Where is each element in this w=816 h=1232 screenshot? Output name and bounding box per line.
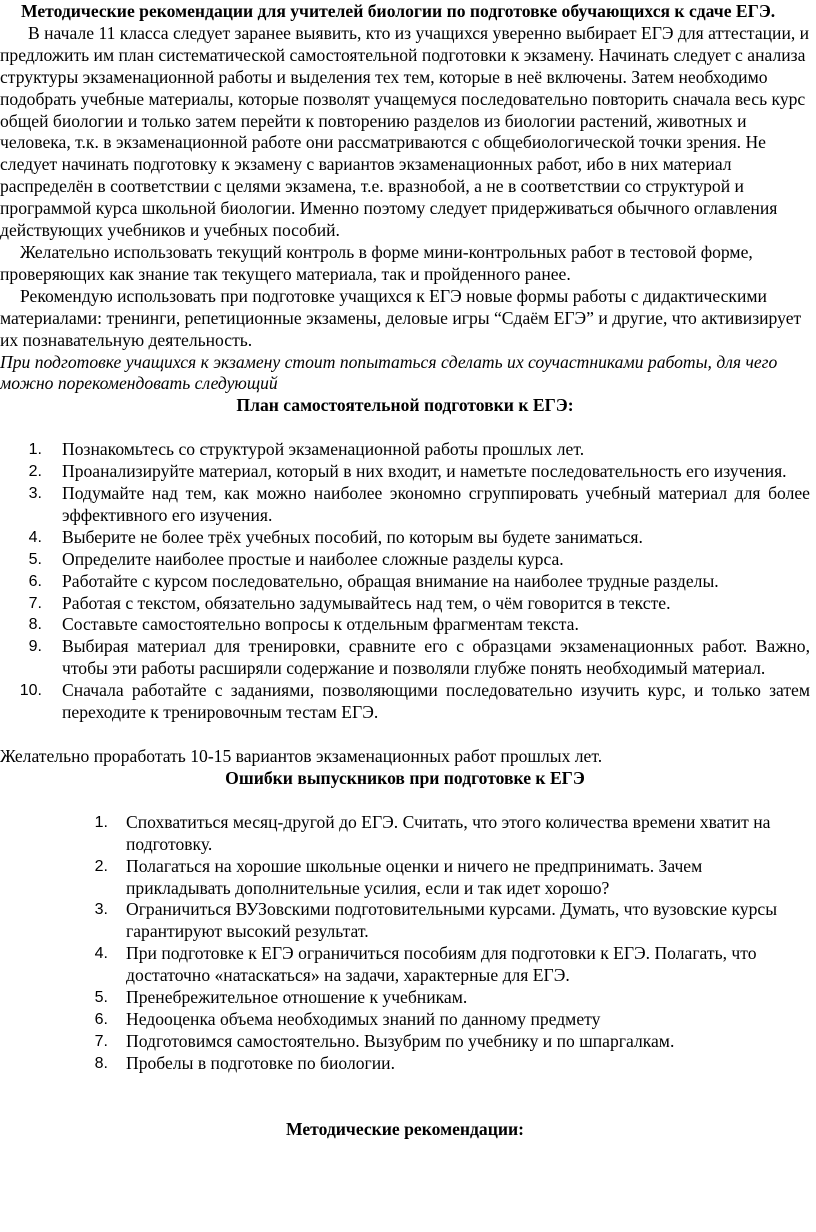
errors-list bbox=[0, 812, 810, 1075]
list-item: 7. Работая с текстом, обязательно задумывайтесь над тем, о чём говорится в тексте. bbox=[28, 592, 671, 613]
italic-note: При подготовке учащихся к экзамену стоит попытаться сделать их соучастниками работы, для чего можно порекомендовать следующий bbox=[0, 351, 778, 394]
list-item: 1. Познакомьтесь со структурой экзаменационной работы прошлых лет. bbox=[28, 439, 585, 460]
list-item: 4. При подготовке к ЕГЭ ограничиться пособиям для подготовки к ЕГЭ. Полагать, что достаточно «натаскаться» на задачи, характерные для ЕГЭ. bbox=[94, 943, 757, 986]
list-item: 4. Выберите не более трёх учебных пособий, по которым вы будете заниматься. bbox=[28, 526, 643, 547]
document-title: Методические рекомендации для учителей биологии по подготовке обучающихся к сдаче ЕГЭ. bbox=[21, 1, 776, 21]
list-item: 5. Определите наиболее простые и наиболее сложные разделы курса. bbox=[28, 548, 564, 569]
list-item: 6. Работайте с курсом последовательно, обращая внимание на наиболее трудные разделы. bbox=[28, 570, 719, 591]
list-item: 8. Пробелы в подготовке по биологии. bbox=[94, 1052, 395, 1073]
list-item: 5. Пренебрежительное отношение к учебникам. bbox=[94, 987, 468, 1008]
paragraph-forms: Рекомендую использовать при подготовке учащихся к ЕГЭ новые формы работы с дидактическими материалами: тренинги, репетиционные экзамены, деловые игры “Сдаём ЕГЭ” и другие, что активизирует их познавательную деятельность. bbox=[0, 285, 802, 350]
plan-heading: План самостоятельной подготовки к ЕГЭ: bbox=[236, 395, 574, 416]
list-item: 2. Проанализируйте материал, который в них входит, и наметьте последовательность его изучения. bbox=[28, 461, 787, 482]
variants-note: Желательно проработать 10-15 вариантов экзаменационных работ прошлых лет. bbox=[0, 746, 603, 766]
paragraph-intro: В начале 11 класса следует заранее выявить, кто из учащихся уверенно выбирает ЕГЭ для аттестации, и предложить им план систематической самостоятельной подготовки к экзамену. Начинать следует с анализа структуры экзаменационной работы и выделения тех тем, которые в неё включены. Затем необходимо подобрать учебные материалы, которые позволят учащемуся последовательно повторить сначала весь курс общей биологии и только затем перейти к повторению разделов из биологии растений, животных и человека, т.к. в экзаменационной работе они рассматриваются с общебиологической точки зрения. Не следует начинать подготовку к экзамену с вариантов экзаменационных работ, ибо в них материал распределён в соответствии с целями экзамена, т.е. вразнобой, а не в соответствии со структурой и программой курса школьной биологии. Именно поэтому следует придерживаться обычного оглавления действующих учебников и учебных пособий. bbox=[0, 22, 810, 241]
list-item: 3. Ограничиться ВУЗовскими подготовительными курсами. Думать, что вузовские курсы гарантируют высокий результат. bbox=[94, 899, 778, 942]
list-item: 8. Составьте самостоятельно вопросы к отдельным фрагментам текста. bbox=[28, 614, 579, 635]
paragraph-control: Желательно использовать текущий контроль в форме мини-контрольных работ в тестовой форме, проверяющих как знание так текущего материала, так и пройденного ранее. bbox=[0, 241, 753, 284]
list-item: 10. Сначала работайте с заданиями, позволяющими последовательно изучить курс, и только затем переходите к тренировочным тестам ЕГЭ. bbox=[19, 680, 810, 723]
list-item: 6. Недооценка объема необходимых знаний по данному предмету bbox=[94, 1008, 601, 1029]
errors-heading: Ошибки выпускников при подготовке к ЕГЭ bbox=[225, 767, 585, 788]
list-item: 1. Спохватиться месяц-другой до ЕГЭ. Считать, что этого количества времени хватит на подготовку. bbox=[94, 811, 771, 854]
list-item: 9. Выбирая материал для тренировки, сравните его с образцами экзаменационных работ. Важно, чтобы эти работы расширяли содержание и позволяли глубже понять необходимый материал. bbox=[28, 636, 810, 679]
list-item: 7. Подготовимся самостоятельно. Вызубрим по учебнику и по шпаргалкам. bbox=[94, 1030, 675, 1051]
list-item: 3. Подумайте над тем, как можно наиболее экономно сгруппировать учебный материал для более эффективного его изучения. bbox=[28, 483, 810, 525]
list-item: 2. Полагаться на хорошие школьные оценки и ничего не предпринимать. Зачем прикладывать дополнительные усилия, если и так идет хорошо? bbox=[94, 855, 703, 898]
plan-list bbox=[0, 439, 810, 724]
footer-heading: Методические рекомендации: bbox=[285, 1118, 524, 1139]
